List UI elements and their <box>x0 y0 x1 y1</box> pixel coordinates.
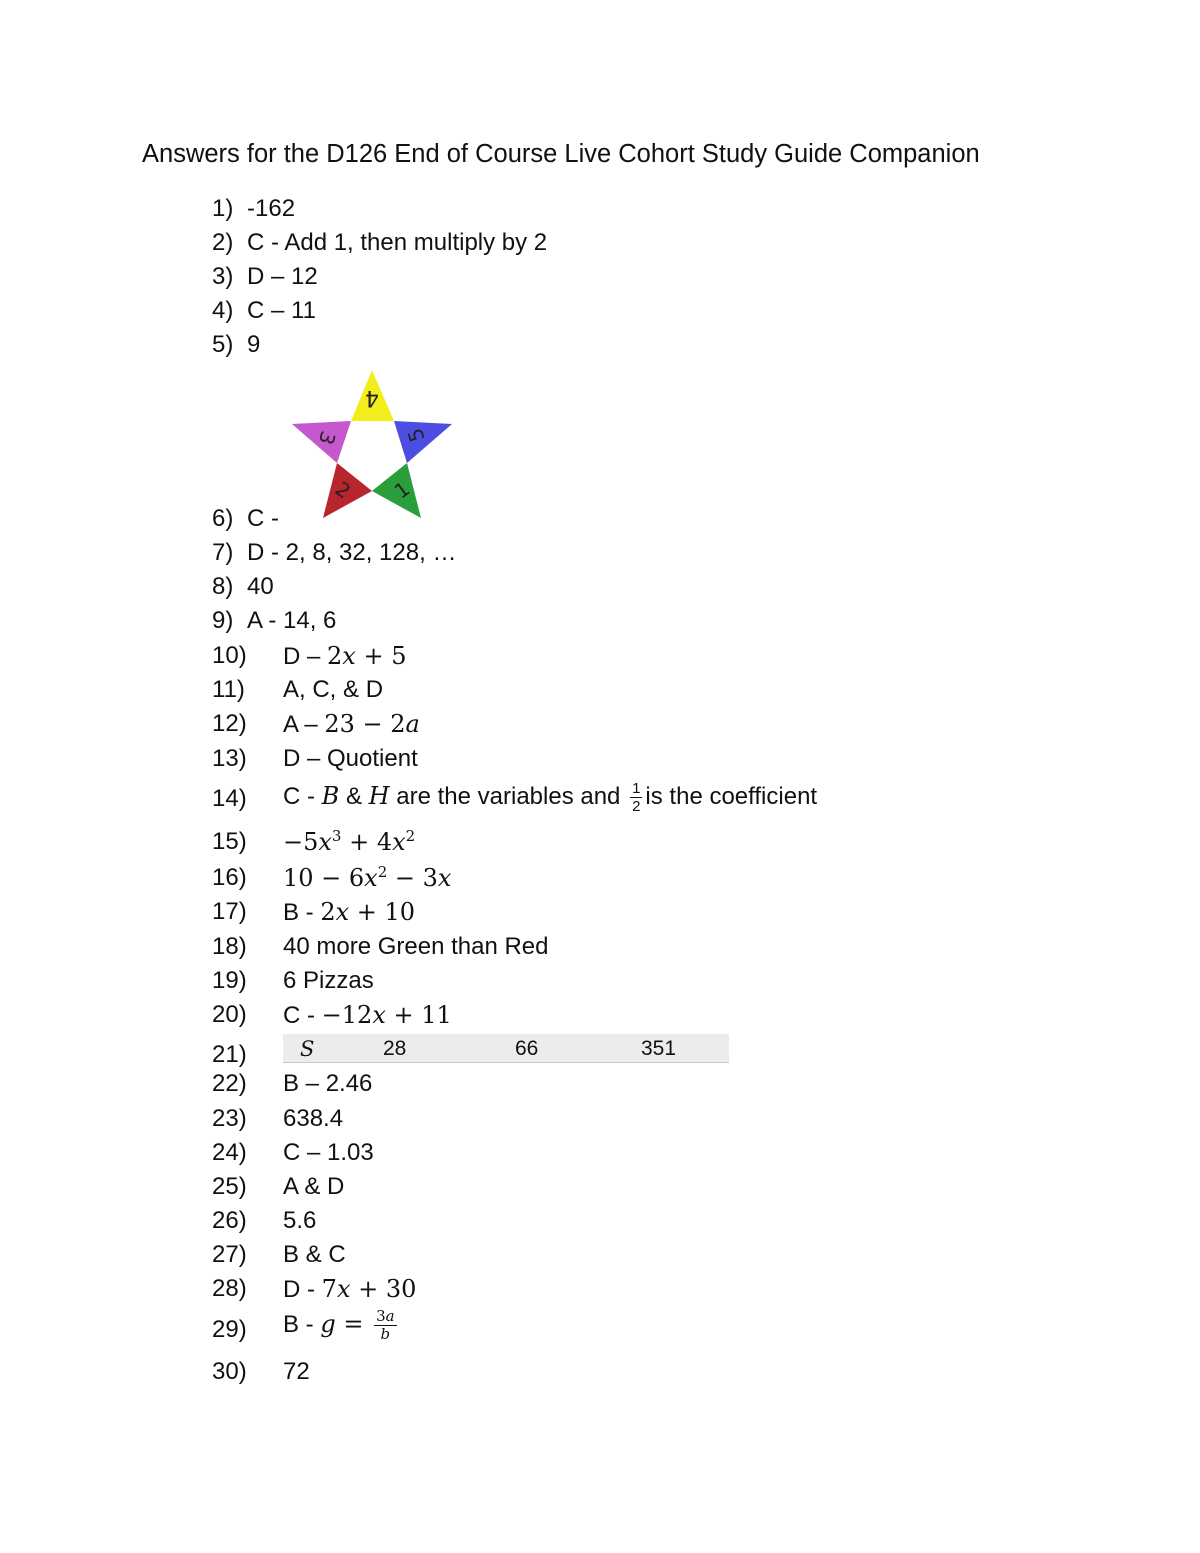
answer-text: C - <box>247 505 279 532</box>
answer-number: 29) <box>212 1316 247 1343</box>
answer-number: 30) <box>212 1358 247 1385</box>
answer-number: 8) <box>212 573 234 600</box>
fraction: $\frac{1}{2}$ <box>632 780 641 815</box>
answer-number: 4) <box>212 297 234 324</box>
answer-text: -162 <box>247 195 296 222</box>
answer-number: 3) <box>212 263 234 290</box>
math-expression: −12𝑥 + 11 <box>321 1001 452 1029</box>
answer-text: C - Add 1, then multiply by 2 <box>247 229 548 256</box>
answer-number: 11) <box>212 676 245 703</box>
answer-number: 17) <box>212 898 247 925</box>
math-expression: 10 − 6𝑥$^2$ − 3𝑥 <box>283 863 452 892</box>
answer-text: B - 2𝑥 + 10 <box>283 898 416 926</box>
answer-number: 15) <box>212 828 247 855</box>
answer-text: C - −12𝑥 + 11 <box>283 1001 452 1029</box>
answer-number: 26) <box>212 1207 247 1234</box>
fraction: $\frac{\text{3𝑎}}{\text{𝑏}}$ <box>376 1307 395 1343</box>
answer-number: 16) <box>212 864 247 891</box>
answer-number: 14) <box>212 785 247 812</box>
answer-text: D – 2𝑥 + 5 <box>283 642 407 670</box>
answer-text: B – 2.46 <box>283 1070 373 1097</box>
answer-text: D - 7𝑥 + 30 <box>283 1275 417 1303</box>
answer-number: 21) <box>212 1041 247 1068</box>
answer-number: 24) <box>212 1139 247 1166</box>
answer-number: 23) <box>212 1105 247 1132</box>
answer-text: D – 12 <box>247 263 318 290</box>
answer-text: C – 1.03 <box>283 1139 374 1166</box>
answer-number: 2) <box>212 229 234 256</box>
answer-text: 5.6 <box>283 1207 317 1234</box>
answer-number: 19) <box>212 967 247 994</box>
star-label: 2 <box>330 476 356 504</box>
table-cell: 28 <box>383 1037 407 1060</box>
answer-number: 28) <box>212 1275 247 1302</box>
answer-number: 20) <box>212 1001 247 1028</box>
answer-number: 25) <box>212 1173 247 1200</box>
answer-text: 40 <box>247 573 274 600</box>
math-expression: −5𝑥$^3$ + 4𝑥$^2$ <box>283 827 416 856</box>
answer-text: B - 𝑔 = $\frac{\text{3𝑎}}{\text{𝑏}}$ <box>283 1307 395 1343</box>
answer-number: 18) <box>212 933 247 960</box>
answer-21-table-row <box>283 1034 729 1063</box>
math-expression: 23 − 2𝑎 <box>324 710 420 738</box>
answer-text: A & D <box>283 1173 345 1200</box>
answer-number: 9) <box>212 607 234 634</box>
answer-text: A – 23 − 2𝑎 <box>283 710 420 738</box>
answer-number: 6) <box>212 505 234 532</box>
answer-text: C – 11 <box>247 297 316 324</box>
math-expression: 2𝑥 + 10 <box>320 898 416 926</box>
answer-number: 10) <box>212 642 247 669</box>
answer-number: 5) <box>212 331 234 358</box>
answer-number: 1) <box>212 195 234 222</box>
math-expression: 2𝑥 + 5 <box>327 642 407 670</box>
answer-text: D – Quotient <box>283 745 418 772</box>
star-label: 3 <box>313 428 341 448</box>
answer-text: B & C <box>283 1241 346 1268</box>
star-label: 4 <box>365 385 379 410</box>
star-label: 1 <box>389 476 415 504</box>
answer-text: D - 2, 8, 32, 128, … <box>247 539 457 566</box>
answer-number: 13) <box>212 745 247 772</box>
answer-text: 6 Pizzas <box>283 967 374 994</box>
table-cell: 351 <box>641 1037 677 1060</box>
answer-text: 9 <box>247 331 261 358</box>
page-title: Answers for the D126 End of Course Live Cohort Study Guide Companion <box>142 140 980 168</box>
answer-number: 7) <box>212 539 234 566</box>
star-label: 5 <box>402 425 430 445</box>
answer-text: 40 more Green than Red <box>283 933 549 960</box>
pentagram-figure <box>285 365 460 525</box>
table-cell: 𝑆 <box>300 1037 315 1061</box>
math-expression: 𝑔 = <box>320 1309 372 1338</box>
math-expression: 7𝑥 + 30 <box>321 1275 417 1303</box>
answer-number: 22) <box>212 1070 247 1097</box>
table-cell: 66 <box>515 1037 539 1060</box>
answer-text: A - 14, 6 <box>247 607 337 634</box>
answer-number: 27) <box>212 1241 247 1268</box>
answer-text: 638.4 <box>283 1105 344 1132</box>
answer-text: A, C, & D <box>283 676 384 703</box>
answer-number: 12) <box>212 710 247 737</box>
answer-text: C - 𝐵 & 𝐻 are the variables and $\frac{1}{2}$ is the coefficient <box>283 780 818 815</box>
answer-text: 72 <box>283 1358 310 1385</box>
